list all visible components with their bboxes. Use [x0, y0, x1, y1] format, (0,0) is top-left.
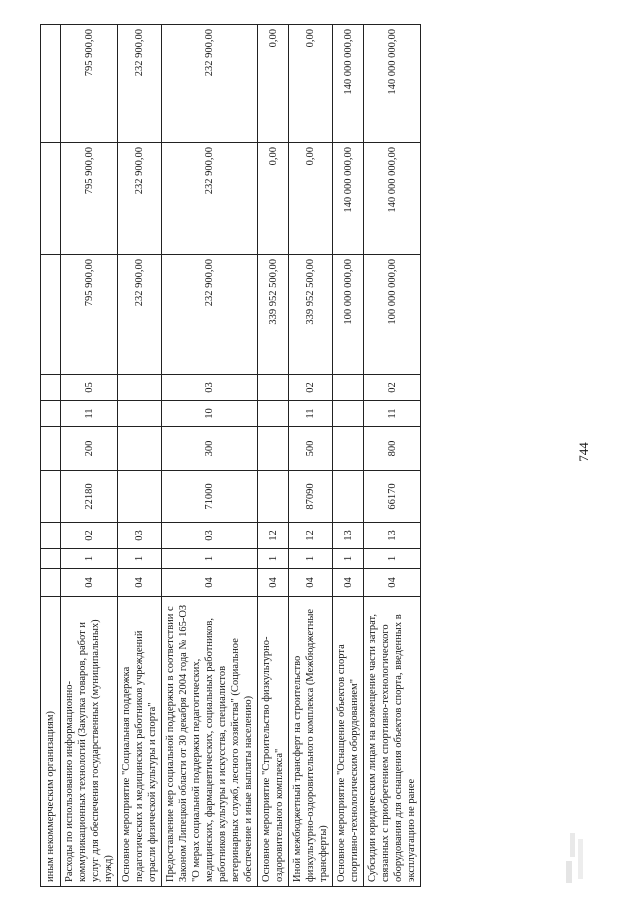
cell-year2-amount	[41, 143, 61, 255]
cell-name: Предоставление мер социальной поддержки в соответствии с Законом Липецкой области от 30 декабря 2004 года № 165-ОЗ "О мерах социальной поддержки педагогических, медицинских, фармацевтических, социальных работников, работников культуры и искусства, специалистов ветеринарных служб, лесного хозяйства" (Социальное обеспечение и иные выплаты населению)	[162, 597, 258, 887]
cell-ss	[41, 523, 61, 549]
table-row	[118, 25, 162, 887]
cell-prz: 05	[61, 375, 118, 401]
cell-year3-amount	[41, 25, 61, 143]
cell-ss: 02	[61, 523, 118, 549]
cell-year3-amount: 140 000 000,00	[333, 25, 364, 143]
cell-kbk: 22180	[61, 471, 118, 523]
cell-gr: 04	[333, 569, 364, 597]
table-row	[41, 25, 61, 887]
cell-pr: 1	[289, 549, 333, 569]
cell-vr: 200	[61, 427, 118, 471]
table-row	[162, 25, 258, 887]
cell-rz	[333, 401, 364, 427]
cell-gr: 04	[258, 569, 289, 597]
cell-vr	[258, 427, 289, 471]
cell-gr: 04	[364, 569, 421, 597]
cell-year3-amount: 0,00	[289, 25, 333, 143]
cell-pr: 1	[118, 549, 162, 569]
cell-year2-amount: 140 000 000,00	[333, 143, 364, 255]
cell-ss: 13	[333, 523, 364, 549]
cell-name: Основное мероприятие "Строительство физкультурно-оздоровительного комплекса"	[258, 597, 289, 887]
cell-name: Расходы по использованию информационно-коммуникационных технологий (Закупка товаров, работ и услуг для обеспечения государственных (муниципальных) нужд)	[61, 597, 118, 887]
cell-prz: 02	[289, 375, 333, 401]
cell-year3-amount: 795 900,00	[61, 25, 118, 143]
cell-kbk	[333, 471, 364, 523]
faint-stamp-mark	[560, 827, 594, 887]
cell-prz	[41, 375, 61, 401]
cell-year1-amount: 795 900,00	[61, 255, 118, 375]
cell-vr: 800	[364, 427, 421, 471]
cell-ss: 12	[289, 523, 333, 549]
cell-year3-amount: 0,00	[258, 25, 289, 143]
table-row	[61, 25, 118, 887]
cell-rz: 10	[162, 401, 258, 427]
cell-year2-amount: 232 900,00	[162, 143, 258, 255]
cell-kbk: 71000	[162, 471, 258, 523]
cell-ss: 03	[162, 523, 258, 549]
cell-vr	[41, 427, 61, 471]
cell-rz: 11	[364, 401, 421, 427]
cell-prz: 03	[162, 375, 258, 401]
cell-year3-amount: 232 900,00	[118, 25, 162, 143]
cell-rz	[118, 401, 162, 427]
cell-year2-amount: 795 900,00	[61, 143, 118, 255]
cell-rz: 11	[61, 401, 118, 427]
cell-vr	[118, 427, 162, 471]
cell-vr: 500	[289, 427, 333, 471]
cell-ss: 13	[364, 523, 421, 549]
cell-kbk: 66170	[364, 471, 421, 523]
cell-year1-amount: 232 900,00	[118, 255, 162, 375]
cell-vr: 300	[162, 427, 258, 471]
cell-gr	[41, 569, 61, 597]
cell-kbk	[41, 471, 61, 523]
cell-gr: 04	[162, 569, 258, 597]
cell-gr: 04	[289, 569, 333, 597]
cell-year2-amount: 0,00	[289, 143, 333, 255]
cell-prz	[258, 375, 289, 401]
cell-rz	[41, 401, 61, 427]
cell-gr: 04	[118, 569, 162, 597]
cell-rz	[258, 401, 289, 427]
cell-prz	[333, 375, 364, 401]
budget-table	[40, 24, 421, 887]
cell-kbk: 87090	[289, 471, 333, 523]
cell-year3-amount: 232 900,00	[162, 25, 258, 143]
cell-pr: 1	[61, 549, 118, 569]
cell-name: иным некоммерческим организациям)	[41, 597, 61, 887]
cell-ss: 03	[118, 523, 162, 549]
cell-pr: 1	[364, 549, 421, 569]
cell-rz: 11	[289, 401, 333, 427]
cell-vr	[333, 427, 364, 471]
cell-kbk	[258, 471, 289, 523]
cell-prz: 02	[364, 375, 421, 401]
cell-year2-amount: 232 900,00	[118, 143, 162, 255]
cell-pr	[41, 549, 61, 569]
cell-kbk	[118, 471, 162, 523]
cell-prz	[118, 375, 162, 401]
page-number: 744	[576, 442, 591, 462]
cell-year3-amount: 140 000 000,00	[364, 25, 421, 143]
cell-pr: 1	[258, 549, 289, 569]
cell-ss: 12	[258, 523, 289, 549]
cell-gr: 04	[61, 569, 118, 597]
table-row	[258, 25, 289, 887]
cell-year2-amount: 0,00	[258, 143, 289, 255]
cell-name: Основное мероприятие "Социальная поддержка педагогических и медицинских работников учреждений отрасли физической культуры и спорта"	[118, 597, 162, 887]
table-row	[289, 25, 333, 887]
table-row	[333, 25, 364, 887]
cell-name: Основное мероприятие "Оснащение объектов спорта спортивно-технологическим оборудованием"	[333, 597, 364, 887]
cell-year1-amount: 339 952 500,00	[289, 255, 333, 375]
cell-year1-amount: 232 900,00	[162, 255, 258, 375]
cell-pr: 1	[333, 549, 364, 569]
cell-name: Субсидии юридическим лицам на возмещение части затрат, связанных с приобретением спортивно-технологического оборудования для оснащения объектов спорта, введенных в эксплуатацию не ранее	[364, 597, 421, 887]
cell-year2-amount: 140 000 000,00	[364, 143, 421, 255]
cell-pr: 1	[162, 549, 258, 569]
cell-year1-amount: 100 000 000,00	[364, 255, 421, 375]
cell-year1-amount: 100 000 000,00	[333, 255, 364, 375]
cell-year1-amount: 339 952 500,00	[258, 255, 289, 375]
table-row	[364, 25, 421, 887]
cell-name: Иной межбюджетный трансферт на строительство физкультурно-оздоровительного комплекса (Межбюджетные трансферты)	[289, 597, 333, 887]
cell-year1-amount	[41, 255, 61, 375]
